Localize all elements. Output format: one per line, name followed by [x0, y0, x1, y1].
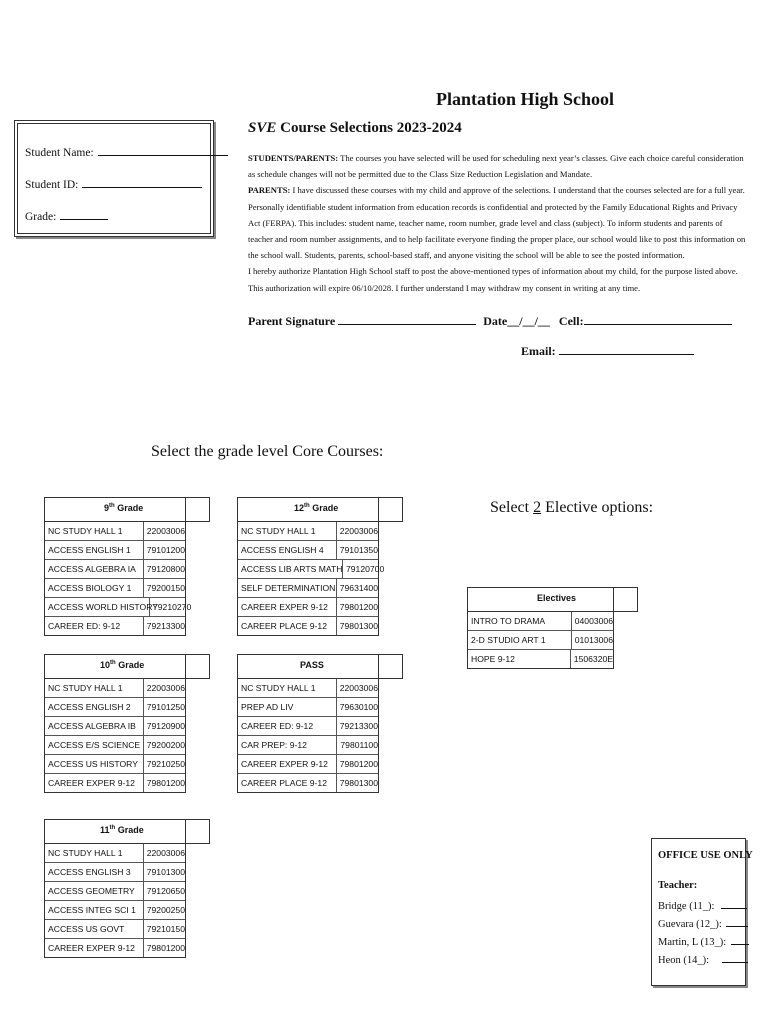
- grade-10-sup: th: [110, 660, 116, 666]
- course-code: 79801100: [340, 740, 378, 750]
- course-code: 01013006: [574, 635, 613, 645]
- course-name: CAREER PLACE 9-12: [238, 617, 337, 635]
- students-text: The courses you have selected will be used for scheduling next year’s classes. Give each choice careful consideration as schedule changes will not be permitted due to the Class Size Reduction Legislation and Mandate.: [248, 153, 744, 180]
- grade-12-check-box[interactable]: [378, 497, 403, 522]
- school-title: Plantation High School: [436, 89, 615, 109]
- course-prefix: SVE: [248, 120, 277, 136]
- grade-11-table: [44, 819, 186, 958]
- elective-count: 2: [533, 499, 542, 516]
- teacher-bridge: [658, 900, 747, 912]
- table-row: [45, 901, 185, 920]
- grade-10-check-box[interactable]: [185, 654, 210, 679]
- course-name: ACCESS ALGEBRA IB: [45, 717, 144, 735]
- table-row: [45, 882, 185, 901]
- teacher-name: Guevara (12_):: [658, 919, 722, 930]
- course-title-text: Course Selections 2023-2024: [280, 120, 462, 136]
- course-code: 79630100: [339, 702, 378, 712]
- course-name: CAREER EXPER 9-12: [45, 939, 144, 957]
- course-name: NC STUDY HALL 1: [238, 522, 337, 540]
- grade-9-rows: [45, 522, 192, 635]
- grade-9-check-box[interactable]: [185, 497, 210, 522]
- pass-table: [237, 654, 379, 793]
- teacher-name: Martin, L (13_):: [658, 937, 727, 948]
- date-blanks[interactable]: __/__/__: [507, 314, 550, 328]
- grade-10-table: [44, 654, 186, 793]
- email-row: [521, 343, 694, 359]
- grade-12-rows: [238, 522, 385, 635]
- course-name: ACCESS BIOLOGY 1: [45, 579, 144, 597]
- course-code: 79120800: [146, 564, 185, 574]
- course-code: 04003006: [574, 616, 613, 626]
- course-name: CAREER ED: 9-12: [238, 717, 337, 735]
- grade-field[interactable]: [25, 209, 108, 223]
- course-name: ACCESS US HISTORY: [45, 755, 144, 773]
- email-line[interactable]: [559, 343, 694, 355]
- grade-11-rows: [45, 844, 185, 957]
- grade-9-title: [104, 503, 143, 513]
- table-row: [238, 522, 378, 541]
- teacher-name: Heon (14_):: [658, 955, 710, 966]
- parent-signature-label: Parent Signature: [248, 314, 336, 328]
- course-name: NC STUDY HALL 1: [45, 522, 144, 540]
- table-row: [45, 736, 185, 755]
- course-code: 79801300: [339, 621, 378, 631]
- course-code: 79101300: [146, 867, 185, 877]
- grade-9-header: [45, 498, 185, 522]
- grade-12-header: [238, 498, 378, 522]
- grade-11-num: 11: [100, 825, 110, 835]
- table-row: [45, 717, 185, 736]
- table-row: [468, 612, 613, 631]
- course-code: 79801200: [146, 943, 185, 953]
- table-row: [45, 863, 185, 882]
- parents-notice: [248, 182, 748, 198]
- course-code: 22003006: [146, 683, 185, 693]
- course-name: CAREER PLACE 9-12: [238, 774, 337, 792]
- electives-table: [467, 587, 614, 669]
- course-name: CAREER EXPER 9-12: [45, 774, 144, 792]
- parent-signature-line[interactable]: [338, 313, 476, 325]
- electives-check-box[interactable]: [613, 587, 638, 612]
- course-code: 22003006: [146, 848, 185, 858]
- electives-title: Electives: [537, 593, 577, 603]
- date-label: Date: [483, 314, 508, 328]
- ferpa-notice: Personally identifiable student information from education records is confidential and protected by the Family Educational Rights and Privacy Act (FERPA). This includes: student name, teacher name, room number, grade level and class (subject). To inform students and parents of teacher and room number assignments, and to help facilitate everyone finding the proper place, our school would like to post this information on the school wall. Students, parents, school-based staff, and anyone visiting the school will be able to see the posted information.: [248, 201, 746, 261]
- elective-heading: [490, 499, 653, 517]
- course-code: 79101250: [146, 702, 185, 712]
- parents-label: PARENTS:: [248, 185, 291, 196]
- course-code: 79200250: [146, 905, 185, 915]
- course-name: CAREER EXPER 9-12: [238, 755, 337, 773]
- grade-10-header: [45, 655, 185, 679]
- course-code: 22003006: [339, 526, 378, 536]
- pass-check-box[interactable]: [378, 654, 403, 679]
- course-name: ACCESS E/S SCIENCE: [45, 736, 144, 754]
- students-notice: [248, 150, 748, 182]
- table-row: [45, 698, 185, 717]
- table-row: [45, 920, 185, 939]
- student-name-field[interactable]: [25, 145, 228, 159]
- course-name: ACCESS ENGLISH 4: [238, 541, 337, 559]
- office-use-title: OFFICE USE ONLY: [658, 850, 753, 861]
- table-row: [468, 631, 613, 650]
- course-name: NC STUDY HALL 1: [238, 679, 337, 697]
- grade-11-sup: th: [109, 825, 116, 831]
- table-row: [238, 617, 378, 635]
- course-name: ACCESS ENGLISH 2: [45, 698, 144, 716]
- table-row: [238, 717, 378, 736]
- course-code: 79200150: [146, 583, 185, 593]
- course-code: 79120700: [346, 564, 385, 574]
- table-row: [238, 698, 378, 717]
- course-code: 79210150: [146, 924, 185, 934]
- grade-12-sup: th: [304, 503, 310, 509]
- teacher-blank[interactable]: [731, 936, 749, 945]
- grade-12-num: 12: [294, 503, 305, 513]
- grade-11-word: Grade: [115, 825, 144, 835]
- pass-header: [238, 655, 378, 679]
- elective-heading-prefix: Select: [490, 499, 534, 516]
- table-row: [238, 541, 378, 560]
- table-row: [45, 541, 185, 560]
- course-code: 79801200: [339, 759, 378, 769]
- office-use-box: [651, 838, 753, 986]
- elective-heading-suffix: Elective options:: [541, 499, 654, 516]
- teacher-blank[interactable]: [722, 954, 748, 963]
- consent-text: [248, 150, 748, 296]
- grade-10-word: Grade: [115, 660, 145, 670]
- course-code: 79210250: [146, 759, 185, 769]
- grade-11-title: [100, 825, 144, 835]
- table-row: [45, 844, 185, 863]
- course-selections-title: [248, 120, 462, 137]
- course-code: 79120650: [146, 886, 185, 896]
- table-row: [468, 650, 613, 668]
- table-row: [45, 617, 185, 635]
- table-row: [45, 679, 185, 698]
- course-name: ACCESS GEOMETRY: [45, 882, 144, 900]
- grade-12-word: Grade: [309, 503, 339, 513]
- cell-line[interactable]: [584, 313, 732, 325]
- table-row: [238, 679, 378, 698]
- grade-11-header: [45, 820, 185, 844]
- pass-title: PASS: [300, 660, 324, 670]
- teacher-guevara: [658, 918, 748, 930]
- course-code: 79213300: [146, 621, 185, 631]
- course-code: 79631400: [339, 583, 378, 593]
- course-name: ACCESS ENGLISH 3: [45, 863, 144, 881]
- table-row: [45, 579, 185, 598]
- table-row: [45, 598, 192, 617]
- student-info-box: [14, 120, 214, 237]
- grade-10-title: [100, 660, 144, 670]
- course-code: 22003006: [146, 526, 185, 536]
- course-code: 79213300: [339, 721, 378, 731]
- course-name: INTRO TO DRAMA: [468, 612, 572, 630]
- grade-10-rows: [45, 679, 185, 792]
- grade-9-table: [44, 497, 192, 636]
- students-label: STUDENTS/PARENTS:: [248, 153, 339, 163]
- table-row: [238, 560, 385, 579]
- teacher-heon: [658, 954, 748, 966]
- grade-10-num: 10: [100, 660, 111, 670]
- course-name: ACCESS ALGEBRA IA: [45, 560, 144, 578]
- course-name: PREP AD LIV: [238, 698, 337, 716]
- table-row: [238, 736, 378, 755]
- table-row: [45, 755, 185, 774]
- course-name: CAREER EXPER 9-12: [238, 598, 337, 616]
- table-row: [45, 560, 185, 579]
- electives-header: [468, 588, 613, 612]
- course-name: SELF DETERMINATION: [238, 579, 337, 597]
- email-label: Email:: [521, 344, 556, 358]
- table-row: [238, 774, 378, 792]
- grade-12-table: [237, 497, 385, 636]
- teacher-blank[interactable]: [726, 918, 748, 927]
- course-code: 79101200: [146, 545, 185, 555]
- grade-11-check-box[interactable]: [185, 819, 210, 844]
- course-code: 79101350: [339, 545, 378, 555]
- table-row: [45, 939, 185, 957]
- course-name: CAREER ED: 9-12: [45, 617, 144, 635]
- course-name: 2-D STUDIO ART 1: [468, 631, 572, 649]
- student-name-label: Student Name:: [25, 147, 94, 159]
- table-row: [45, 774, 185, 792]
- teacher-name: Bridge (11_):: [658, 901, 715, 912]
- table-row: [238, 755, 378, 774]
- signature-row: [248, 313, 732, 329]
- course-code: 79210270: [153, 602, 192, 612]
- course-code: 79200200: [146, 740, 185, 750]
- teacher-blank[interactable]: [721, 900, 747, 909]
- grade-12-title: [294, 503, 338, 513]
- course-name: ACCESS WORLD HISTORY: [45, 598, 150, 616]
- authorization-notice: I hereby authorize Plantation High School staff to post the above-mentioned types of information about my child, for the purpose listed above. This authorization will expire 06/10/2028. I further understand I may withdraw my consent in writing at any time.: [248, 266, 738, 293]
- course-code: 79801300: [339, 778, 378, 788]
- electives-rows: [468, 612, 613, 668]
- student-id-field[interactable]: [25, 177, 202, 191]
- course-name: ACCESS US GOVT: [45, 920, 144, 938]
- parents-text: I have discussed these courses with my child and approve of the selections. I understand that the courses selected are for a full year.: [292, 185, 745, 196]
- course-name: ACCESS LIB ARTS MATH: [238, 560, 343, 578]
- course-name: ACCESS INTEG SCI 1: [45, 901, 144, 919]
- course-name: ACCESS ENGLISH 1: [45, 541, 144, 559]
- course-name: NC STUDY HALL 1: [45, 844, 144, 862]
- course-name: HOPE 9-12: [468, 650, 571, 668]
- course-code: 1506320E: [573, 654, 613, 664]
- teacher-martin: [658, 936, 749, 948]
- grade-9-num: 9: [104, 503, 110, 513]
- course-code: 79120900: [146, 721, 185, 731]
- table-row: [238, 579, 378, 598]
- course-code: 79801200: [146, 778, 185, 788]
- core-courses-heading: Select the grade level Core Courses:: [151, 443, 384, 460]
- grade-label: Grade:: [25, 211, 57, 223]
- course-code: 79801200: [339, 602, 378, 612]
- cell-label: Cell:: [558, 314, 584, 328]
- pass-rows: [238, 679, 378, 792]
- course-name: CAR PREP: 9-12: [238, 736, 337, 754]
- grade-9-sup: th: [109, 503, 115, 509]
- course-code: 22003006: [339, 683, 378, 693]
- table-row: [238, 598, 378, 617]
- grade-9-word: Grade: [114, 503, 144, 513]
- student-id-label: Student ID:: [25, 179, 79, 191]
- table-row: [45, 522, 185, 541]
- course-name: NC STUDY HALL 1: [45, 679, 144, 697]
- teacher-label: Teacher:: [658, 880, 698, 891]
